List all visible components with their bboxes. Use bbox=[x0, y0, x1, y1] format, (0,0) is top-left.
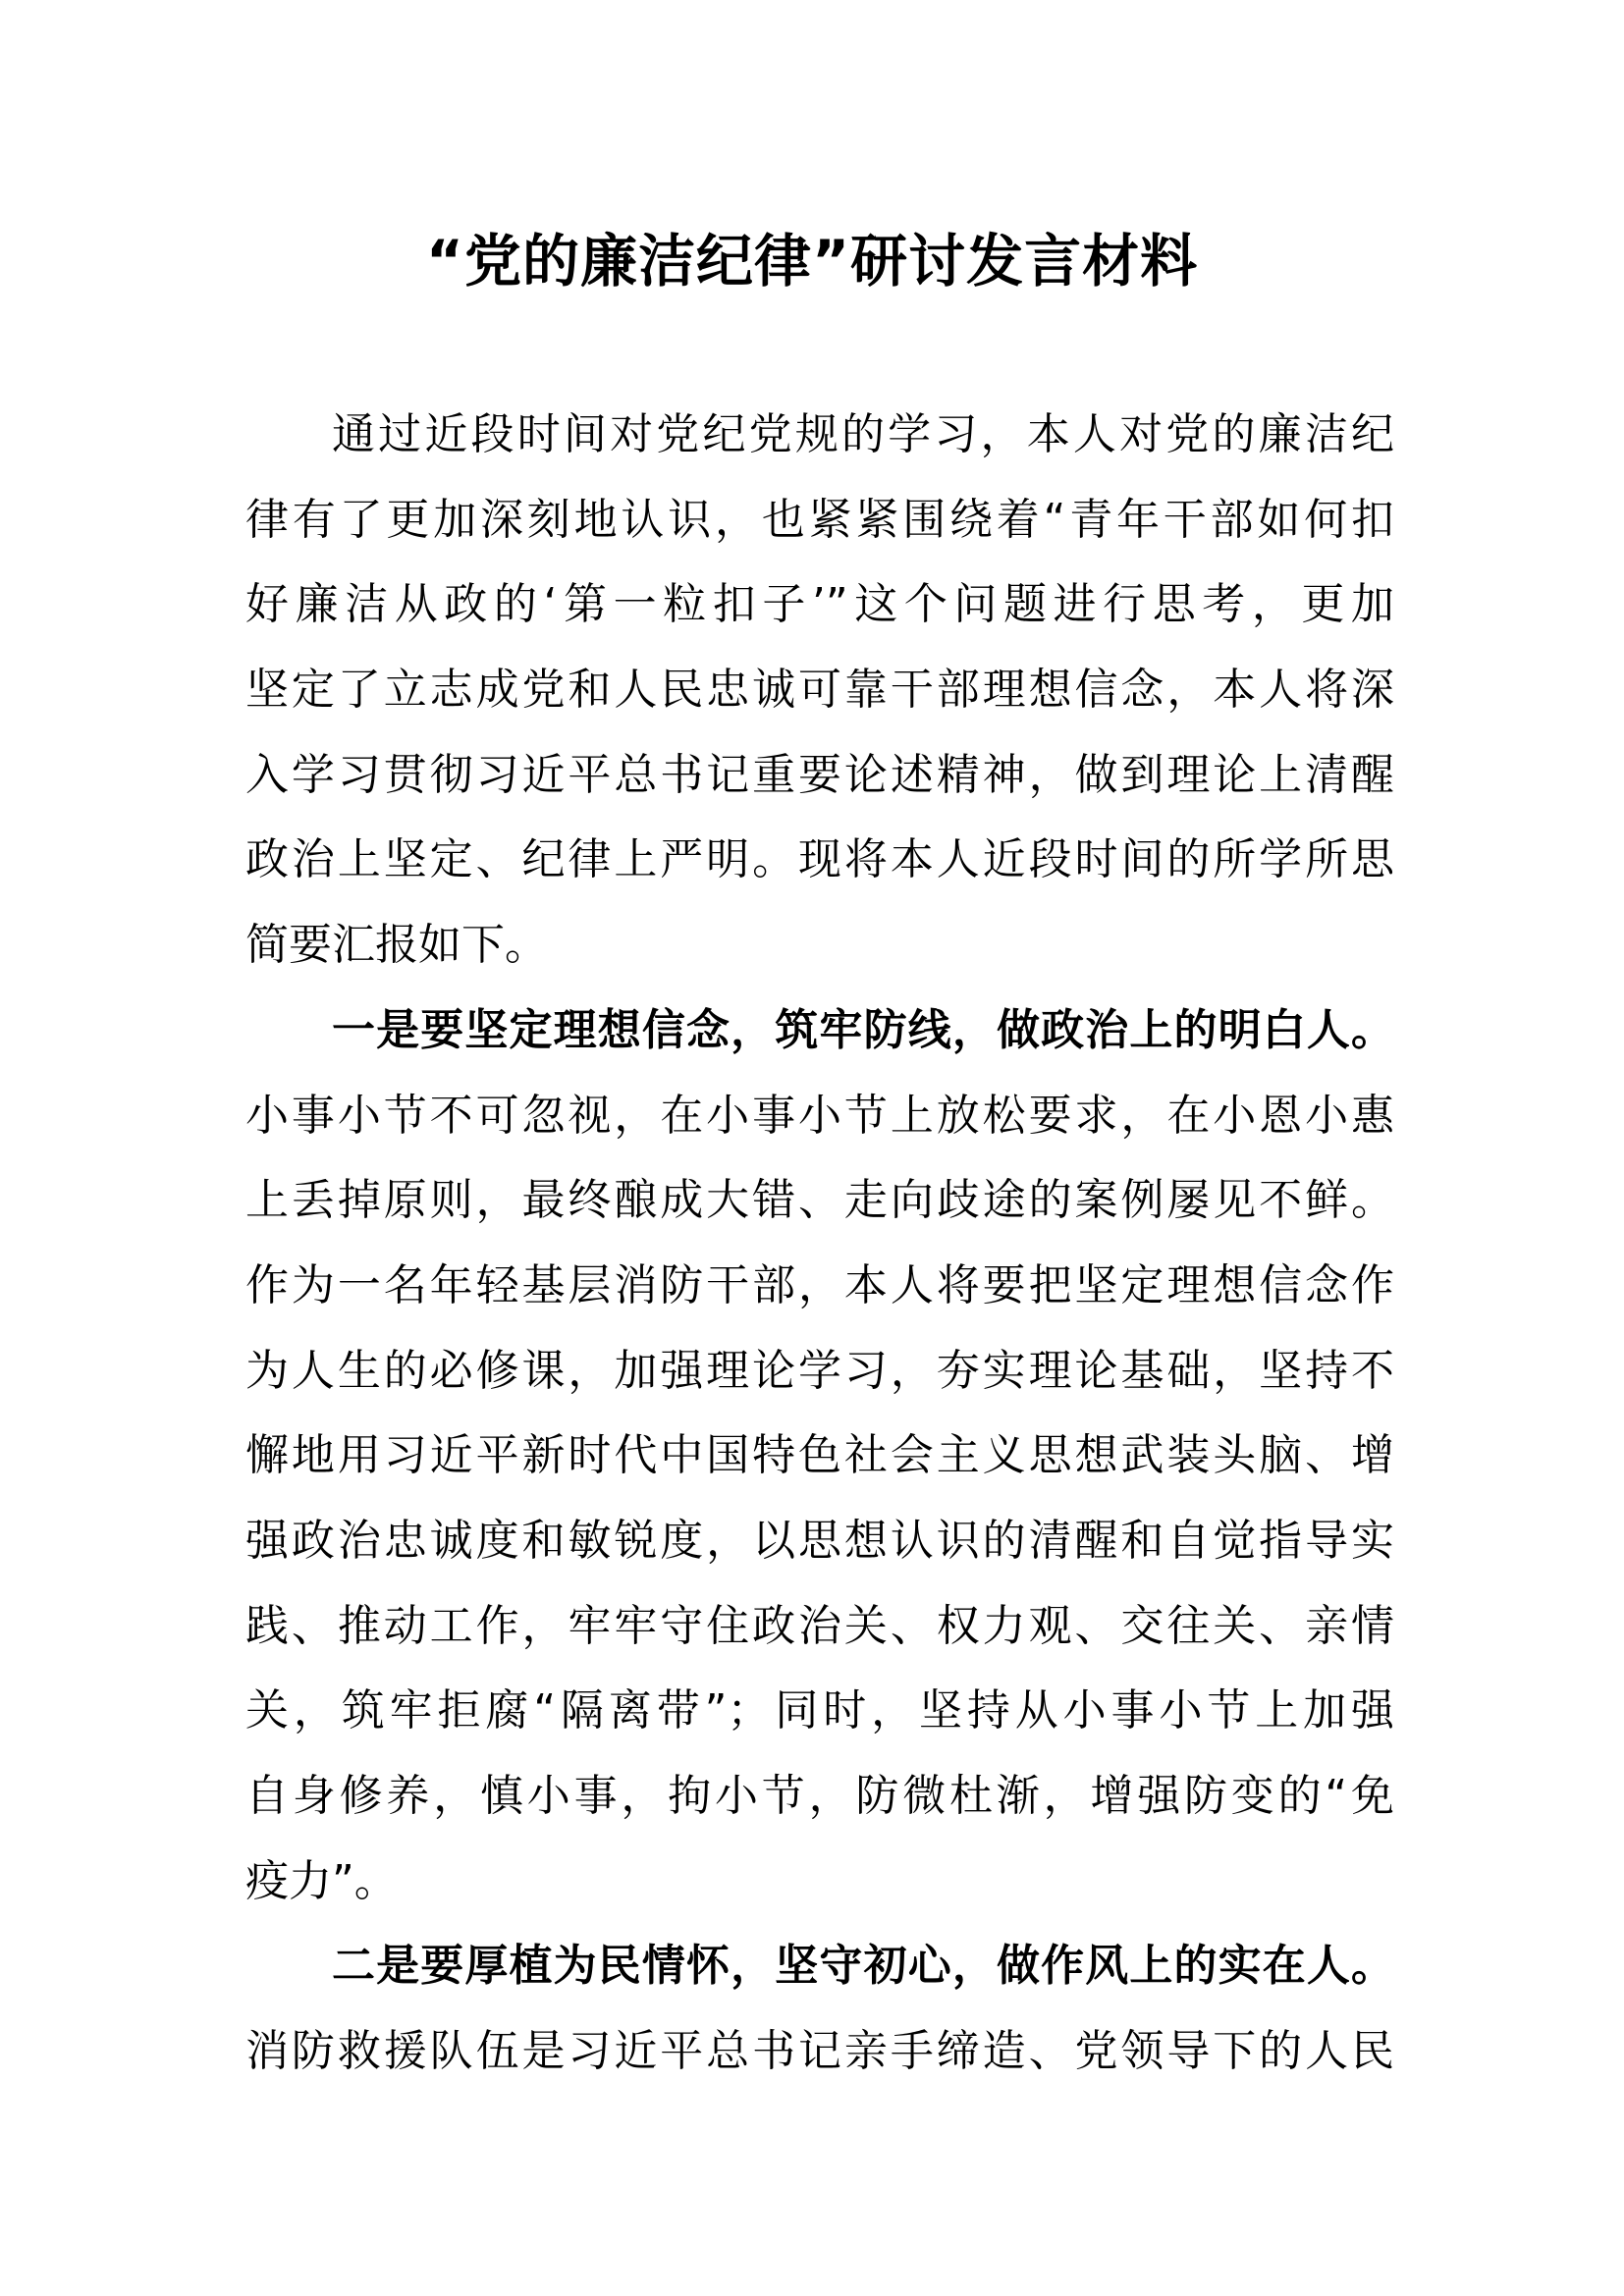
paragraph-line: 自身修养，慎小事，拘小节，防微杜渐，增强防变的“免 bbox=[245, 1771, 1394, 1821]
paragraph-line: 小事小节不可忽视，在小事小节上放松要求，在小恩小惠 bbox=[245, 1090, 1394, 1141]
paragraph-line: 践、推动工作，牢牢守住政治关、权力观、交往关、亲情 bbox=[245, 1600, 1394, 1651]
paragraph-line: 疫力”。 bbox=[245, 1855, 398, 1906]
paragraph-line: 简要汇报如下。 bbox=[245, 920, 548, 971]
section-heading-1: 一是要坚定理想信念，筑牢防线，做政治上的明白人。 bbox=[332, 1004, 1394, 1055]
paragraph-line: 懈地用习近平新时代中国特色社会主义思想武装头脑、增 bbox=[245, 1430, 1394, 1481]
paragraph-line: 关，筑牢拒腐“隔离带”；同时，坚持从小事小节上加强 bbox=[245, 1685, 1394, 1736]
paragraph-line: 上丢掉原则，最终酿成大错、走向歧途的案例屡见不鲜。 bbox=[245, 1175, 1394, 1226]
paragraph-line: 律有了更加深刻地认识，也紧紧围绕着“青年干部如何扣 bbox=[245, 494, 1394, 545]
paragraph-line: 入学习贯彻习近平总书记重要论述精神，做到理论上清醒 bbox=[245, 749, 1394, 800]
paragraph-line: 通过近段时间对党纪党规的学习，本人对党的廉洁纪 bbox=[332, 409, 1394, 459]
paragraph-line: 消防救援队伍是习近平总书记亲手缔造、党领导下的人民 bbox=[245, 2026, 1394, 2077]
document-title: “党的廉洁纪律”研讨发言材料 bbox=[425, 228, 1199, 294]
section-heading-2: 二是要厚植为民情怀，坚守初心，做作风上的实在人。 bbox=[332, 1941, 1394, 1992]
document-body bbox=[245, 393, 1394, 2095]
paragraph-line: 坚定了立志成党和人民忠诚可靠干部理想信念，本人将深 bbox=[245, 665, 1394, 716]
paragraph-line: 强政治忠诚度和敏锐度，以思想认识的清醒和自觉指导实 bbox=[245, 1515, 1394, 1566]
paragraph-line: 好廉洁从政的‘第一粒扣子’”这个问题进行思考，更加 bbox=[245, 579, 1394, 630]
paragraph-line: 政治上坚定、纪律上严明。现将本人近段时间的所学所思 bbox=[245, 834, 1394, 885]
paragraph-line: 作为一名年轻基层消防干部，本人将要把坚定理想信念作 bbox=[245, 1259, 1394, 1310]
paragraph-line: 为人生的必修课，加强理论学习，夯实理论基础，坚持不 bbox=[245, 1345, 1394, 1396]
